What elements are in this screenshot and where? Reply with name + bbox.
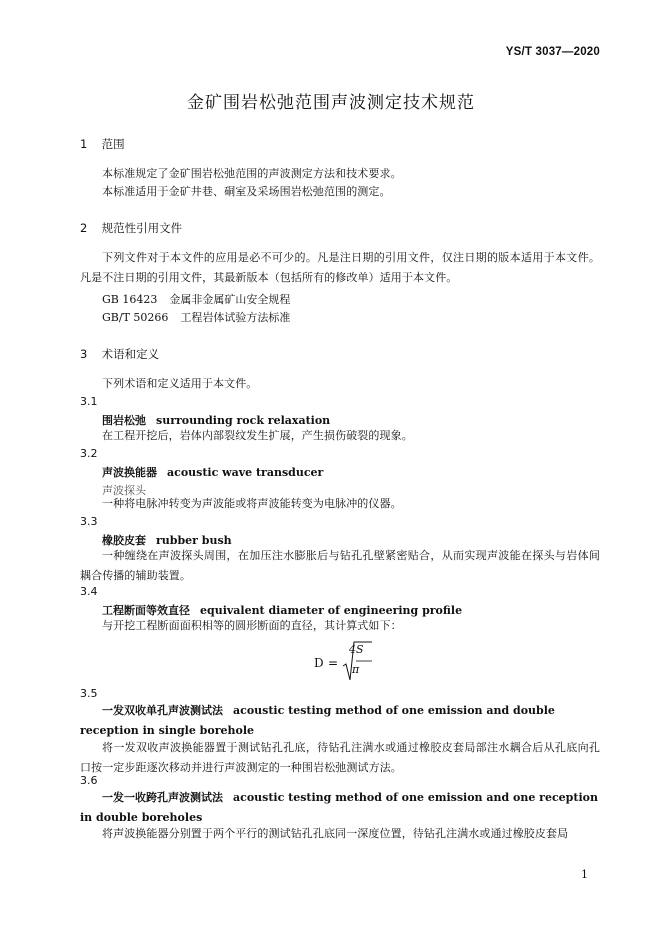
term-zh: 橡胶皮套 [102, 534, 146, 547]
term-en: acoustic testing method of one emission and double reception in single borehole [80, 704, 555, 737]
term-en: acoustic testing method of one emission and one reception in double boreholes [80, 791, 598, 824]
section-heading-3 [80, 346, 159, 362]
section-number: 1 [80, 137, 88, 151]
term-definition: 一种将电脉冲转变为声波能或将声波能转变为电脉冲的仪器。 [102, 497, 402, 510]
term-number: 3.5 [80, 687, 98, 700]
term-heading [80, 701, 600, 741]
term-heading [102, 464, 323, 480]
term-en: acoustic wave transducer [167, 466, 324, 479]
term-en: surrounding rock relaxation [156, 414, 331, 427]
term-zh: 围岩松弛 [102, 414, 146, 427]
term-definition: 与开挖工程断面面积相等的圆形断面的直径，其计算式如下： [102, 619, 402, 632]
term-number: 3.3 [80, 515, 98, 528]
document-title: 金矿围岩松弛范围声波测定技术规范 [187, 93, 475, 113]
formula-equals: = [328, 656, 339, 670]
scope-paragraph-1: 本标准规定了金矿围岩松弛范围的声波测定方法和技术要求。 [102, 167, 402, 180]
reference-code: GB 16423 [102, 293, 158, 306]
section-number: 2 [80, 221, 88, 235]
formula-lhs: D [314, 656, 324, 670]
section-title: 规范性引用文件 [101, 221, 183, 235]
equivalent-diameter-formula [314, 640, 374, 682]
term-zh: 工程断面等效直径 [102, 604, 190, 617]
term-number: 3.2 [80, 447, 98, 460]
term-en: rubber bush [156, 534, 232, 547]
reference-item [102, 309, 290, 325]
reference-code: GB/T 50266 [102, 311, 169, 324]
term-zh: 一发双收单孔声波测试法 [102, 704, 223, 717]
term-definition: 将一发双收声波换能器置于测试钻孔孔底，待钻孔注满水或通过橡胶皮套局部注水耦合后从孔底向孔口按一定步距逐次移动并进行声波测定的一种围岩松弛测试方法。 [80, 741, 600, 774]
term-en: equivalent diameter of engineering profile [200, 604, 463, 617]
term-alternative: 声波探头 [102, 484, 146, 497]
term-heading [80, 788, 600, 828]
term-zh: 一发一收跨孔声波测试法 [102, 791, 223, 804]
term-definition: 将声波换能器分别置于两个平行的测试钻孔孔底同一深度位置，待钻孔注满水或通过橡胶皮套局 [102, 827, 569, 840]
section-number: 3 [80, 347, 88, 361]
term-zh: 声波换能器 [102, 466, 157, 479]
standard-code: YS/T 3037—2020 [505, 46, 600, 58]
term-number: 3.6 [80, 774, 98, 787]
section-heading-1 [80, 136, 125, 152]
section-title: 范围 [101, 137, 125, 151]
reference-item [102, 291, 290, 307]
term-definition: 一种缠绕在声波探头周围，在加压注水膨胀后与钻孔孔壁紧密贴合，从而实现声波能在探头与岩体间耦合传播的辅助装置。 [80, 549, 600, 582]
term-number: 3.1 [80, 395, 98, 408]
term-number: 3.4 [80, 585, 98, 598]
section-heading-2 [80, 220, 182, 236]
reference-name: 工程岩体试验方法标准 [180, 311, 291, 324]
formula-numerator: 4S [349, 643, 364, 656]
formula-denominator: π [352, 663, 360, 676]
term-definition: 在工程开挖后，岩体内部裂纹发生扩展，产生损伤破裂的现象。 [102, 429, 413, 442]
reference-name: 金属非金属矿山安全规程 [169, 293, 291, 306]
scope-paragraph-2: 本标准适用于金矿井巷、硐室及采场围岩松弛范围的测定。 [102, 185, 391, 198]
section-title: 术语和定义 [101, 347, 160, 361]
page-number: 1 [581, 868, 588, 881]
terms-intro: 下列术语和定义适用于本文件。 [102, 377, 258, 390]
normative-intro: 下列文件对于本文件的应用是必不可少的。凡是注日期的引用文件，仅注日期的版本适用于本文件。凡是不注日期的引用文件，其最新版本（包括所有的修改单）适用于本文件。 [80, 251, 600, 284]
